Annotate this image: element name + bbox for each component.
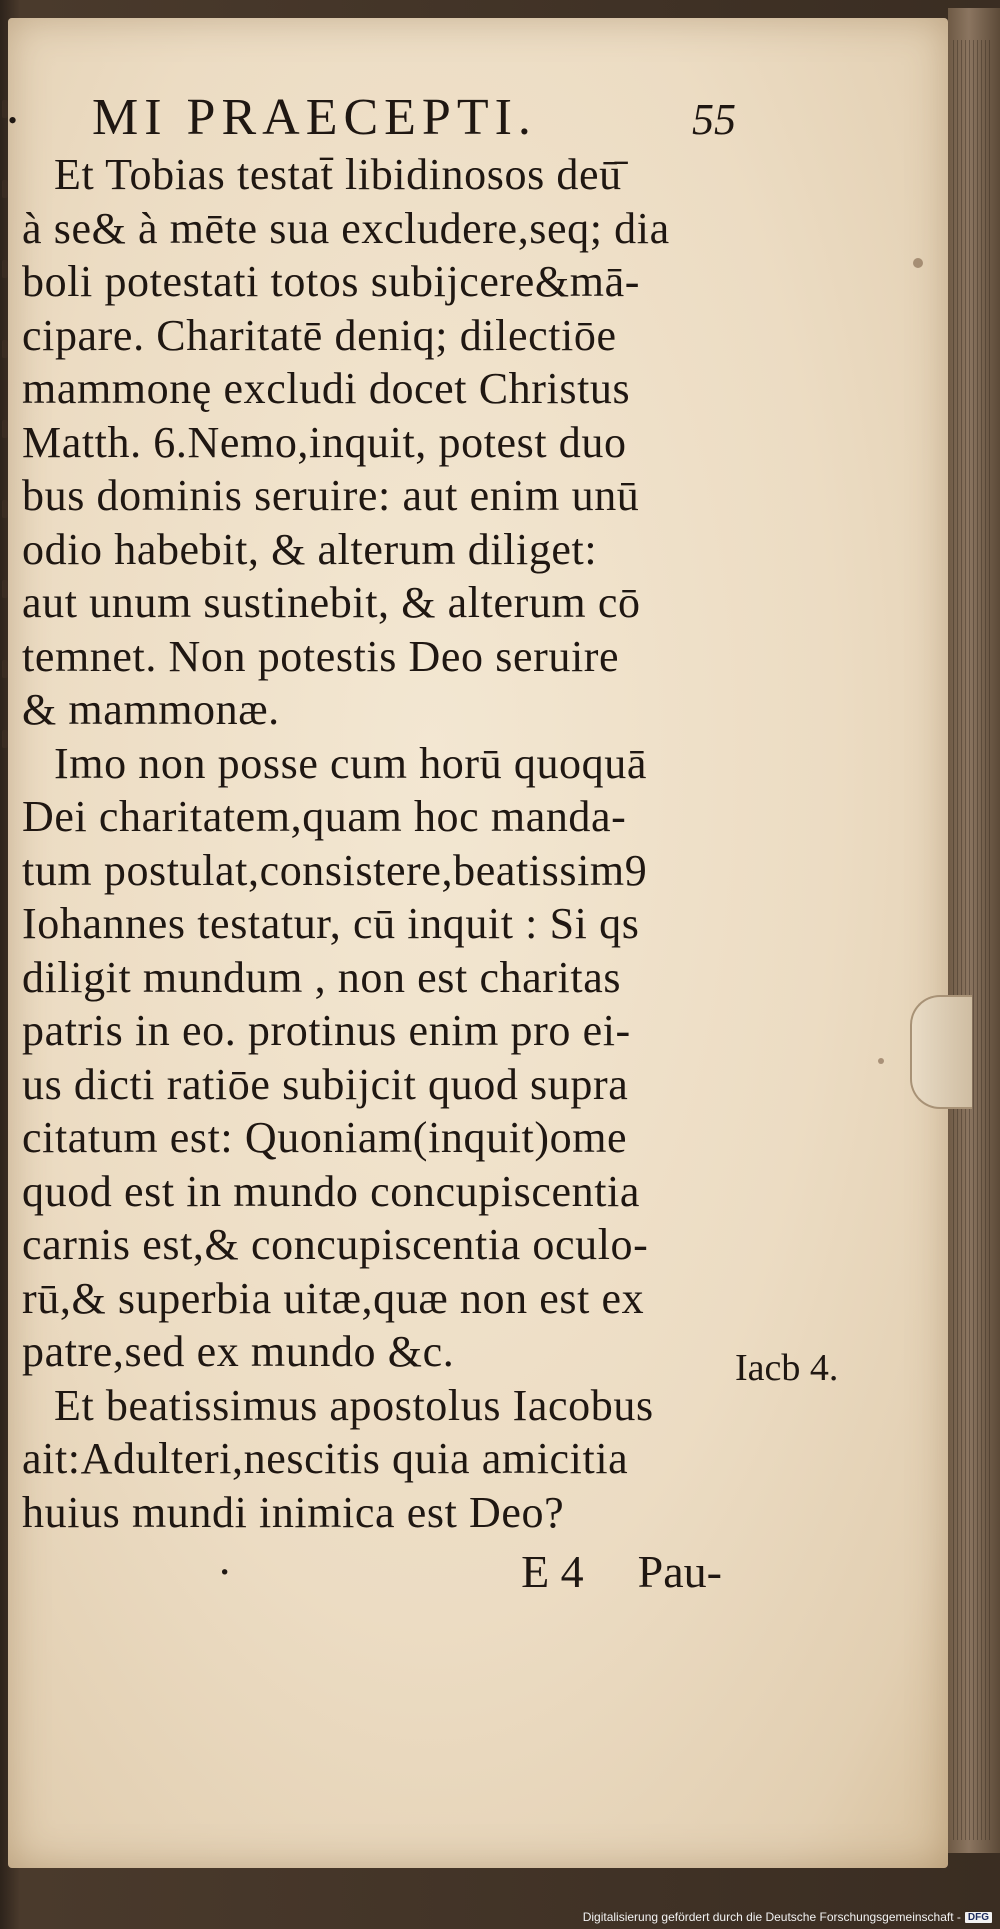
margin-note: Iacb 4. — [735, 1347, 839, 1389]
text-line: Et Tobias testat̄ libidinosos deū̄ — [54, 150, 622, 199]
text-line: rū,& superbia uitæ,quæ non est ex — [22, 1273, 645, 1323]
ink-spot — [878, 1058, 884, 1064]
signature-mark: E 4 — [521, 1546, 584, 1597]
text-line: Imo non posse cum horū quoquā — [54, 738, 647, 788]
text-line: ait:Adulteri,nescitis quia amicitia — [22, 1434, 629, 1483]
text-line: aut unum sustinebit, & alterum cō — [22, 578, 641, 627]
clasp-tab — [910, 995, 972, 1109]
page-number: 55 — [692, 95, 736, 144]
text-line: Matth. 6.Nemo,inquit, potest duo — [22, 417, 627, 467]
text-line: patris in eo. protinus enim pro ei‐ — [22, 1006, 631, 1055]
text-line: Iohannes testatur, cū inquit : Si qs — [22, 899, 640, 948]
dfg-logo: DFG — [965, 1912, 992, 1923]
text-line: Et beatissimus apostolus Iacobus — [54, 1380, 654, 1430]
text-line: boli potestati totos subijcere&mā‐ — [22, 257, 640, 306]
text-line: cipare. Charitatē deniq; dilectiōe — [22, 310, 617, 360]
text-line: Dei charitatem,quam hoc manda‐ — [22, 792, 627, 841]
footer-dot: · — [217, 1546, 233, 1597]
text-line: huius mundi inimica est Deo? — [22, 1487, 565, 1537]
digitization-credit-bar — [583, 1910, 992, 1924]
running-head: MI PRAECEPTI. — [92, 89, 537, 146]
fore-edge-stack — [953, 40, 993, 1840]
text-line: odio habebit, & alterum diliget: — [22, 524, 598, 574]
catchword: Pau‐ — [637, 1546, 722, 1597]
text-line: temnet. Non potestis Deo seruire — [22, 631, 620, 681]
text-line: diligit mundum , non est charitas — [22, 952, 622, 1002]
text-line: carnis est,& concupiscentia oculo‐ — [22, 1220, 649, 1269]
digitization-credit: Digitalisierung gefördert durch die Deutsche Forschungsgemeinschaft - — [582, 1910, 961, 1924]
text-line: us dicti ratiōe subijcit quod supra — [22, 1059, 629, 1109]
text-line: mammonę excludi docet Christus — [22, 364, 631, 413]
text-line: bus dominis seruire: aut enim unū — [22, 471, 640, 520]
text-line: quod est in mundo concupiscentia — [22, 1166, 640, 1216]
ink-spot — [913, 258, 923, 268]
margin-dot: • — [8, 106, 24, 135]
text-block — [8, 88, 742, 1598]
body-text — [22, 148, 742, 1539]
text-line: citatum est: Quoniam(inquit)ome — [22, 1113, 628, 1162]
running-head-row — [8, 88, 742, 148]
margin-bleed-marks — [0, 90, 14, 740]
text-line: tum postulat,consistere,beatissim9 — [22, 845, 648, 895]
page-footer — [22, 1545, 742, 1598]
text-line: patre,sed ex mundo &c. — [22, 1327, 455, 1376]
text-line: & mammonæ. — [22, 685, 280, 734]
text-line: à se& à mēte sua excludere,seq; dia — [22, 203, 670, 253]
